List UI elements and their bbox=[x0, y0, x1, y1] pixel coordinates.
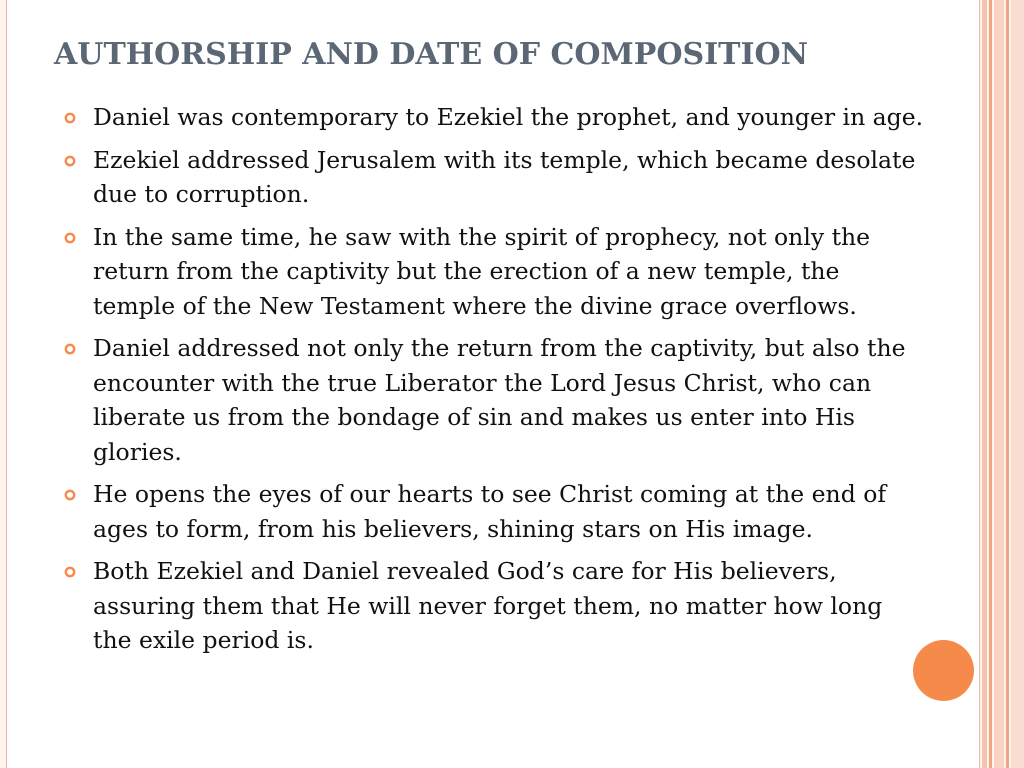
bullet-text: In the same time, he saw with the spirit of prophecy, not only the return from the captivity but the erection of a new temple, the temple of the New Testament where the divine grace overflows. bbox=[93, 222, 871, 320]
decorative-stripe bbox=[994, 0, 1004, 768]
ring-bullet-icon bbox=[64, 155, 76, 167]
bullet-item bbox=[62, 143, 924, 212]
ring-bullet-icon bbox=[64, 489, 76, 501]
bullet-text: Daniel was contemporary to Ezekiel the prophet, and younger in age. bbox=[93, 103, 924, 131]
bullet-list bbox=[62, 100, 924, 666]
slide-title: AUTHORSHIP AND DATE OF COMPOSITION bbox=[54, 37, 809, 72]
bullet-item bbox=[62, 331, 924, 469]
decorative-stripe bbox=[989, 0, 992, 768]
bullet-item bbox=[62, 477, 924, 546]
bullet-text: Daniel addressed not only the return from the captivity, but also the encounter with the true Liberator the Lord Jesus Christ, who can liberate us from the bondage of sin and makes us enter into His glories. bbox=[93, 334, 906, 466]
decorative-stripe bbox=[1006, 0, 1009, 768]
bullet-text: Both Ezekiel and Daniel revealed God’s care for His believers, assuring them that He will never forget them, no matter how long the exile period is. bbox=[93, 557, 883, 654]
ring-bullet-icon bbox=[64, 112, 76, 124]
ring-bullet-icon bbox=[64, 232, 76, 244]
decorative-stripe bbox=[982, 0, 987, 768]
bullet-item bbox=[62, 220, 924, 324]
accent-circle bbox=[913, 640, 974, 701]
ring-bullet-icon bbox=[64, 343, 76, 355]
decorative-stripe bbox=[1011, 0, 1024, 768]
bullet-item bbox=[62, 100, 924, 135]
bullet-text: He opens the eyes of our hearts to see Christ coming at the end of ages to form, from his believers, shining stars on His image. bbox=[93, 480, 887, 543]
bullet-text: Ezekiel addressed Jerusalem with its temple, which became desolate due to corruption. bbox=[93, 145, 916, 208]
bullet-item bbox=[62, 554, 924, 658]
ring-bullet-icon bbox=[64, 566, 76, 578]
